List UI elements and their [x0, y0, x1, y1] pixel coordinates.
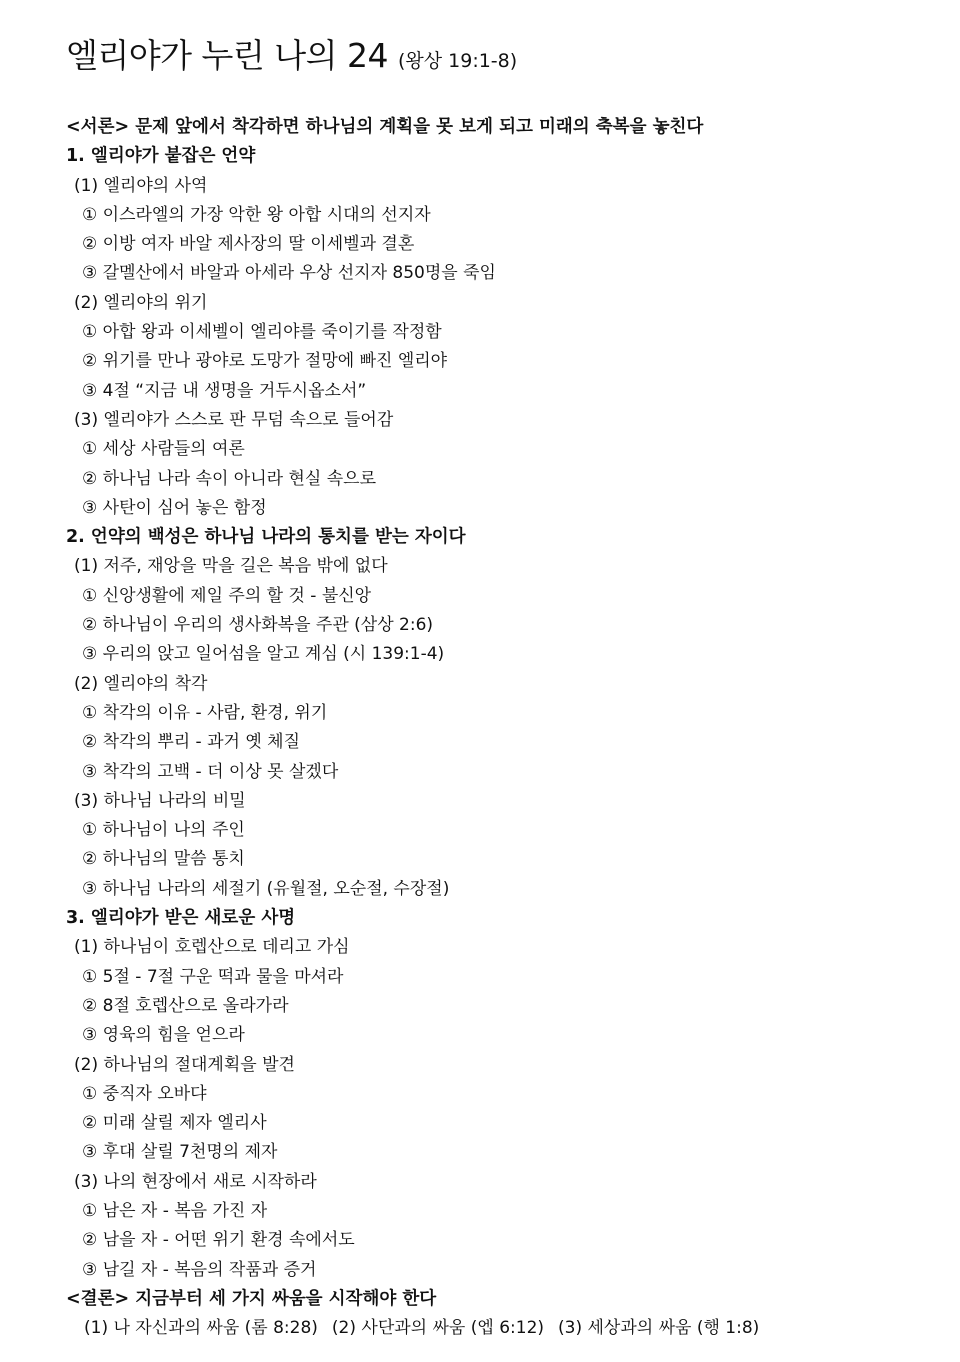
outline-subheading: (3) 엘리야가 스스로 판 무덤 속으로 들어감 — [74, 409, 394, 430]
outline-item: ② 하나님이 우리의 생사화복을 주관 (삼상 2:6) — [82, 615, 434, 636]
outline-item: ① 이스라엘의 가장 악한 왕 아합 시대의 선지자 — [82, 204, 431, 225]
outline-item: ③ 남길 자 - 복음의 작품과 증거 — [82, 1259, 317, 1280]
outline-item: ② 8절 호렙산으로 올라가라 — [82, 995, 289, 1016]
outline-heading: <서론> 문제 앞에서 착각하면 하나님의 계획을 못 보게 되고 미래의 축복을 놓친다 — [66, 117, 704, 137]
outline-subheading: (1) 저주, 재앙을 막을 길은 복음 밖에 없다 — [74, 556, 388, 577]
outline-item: ① 중직자 오바댜 — [82, 1083, 207, 1104]
title-main: 엘리야가 누린 나의 24 — [66, 36, 388, 75]
outline-item: ② 위기를 만나 광야로 도망가 절망에 빠진 엘리야 — [82, 351, 448, 372]
outline-item: ① 5절 - 7절 구운 떡과 물을 마셔라 — [82, 966, 344, 987]
outline-subheading: (3) 하나님 나라의 비밀 — [74, 790, 246, 811]
outline-heading: 2. 언약의 백성은 하나님 나라의 통치를 받는 자이다 — [66, 527, 466, 548]
conclusion-item: (1) 나 자신과의 싸움 (롬 8:28) — [84, 1318, 318, 1339]
outline-item: ② 남을 자 - 어떤 위기 환경 속에서도 — [82, 1230, 355, 1251]
outline-item: ③ 사탄이 심어 놓은 함정 — [82, 497, 267, 518]
outline-item: ① 하나님이 나의 주인 — [82, 820, 245, 841]
conclusion-item: (2) 사단과의 싸움 (엡 6:12) — [331, 1318, 545, 1339]
outline-item: ② 하나님의 말씀 통치 — [82, 849, 245, 870]
outline-subheading: (2) 엘리야의 착각 — [74, 673, 208, 694]
title-scripture-ref: (왕상 19:1-8) — [397, 50, 518, 72]
document-title — [66, 34, 517, 83]
outline-item: ① 신앙생활에 제일 주의 할 것 - 불신앙 — [82, 585, 372, 606]
outline-item: ② 하나님 나라 속이 아니라 현실 속으로 — [82, 468, 376, 489]
outline-item: ② 착각의 뿌리 - 과거 옛 체질 — [82, 732, 301, 753]
outline-item: ① 세상 사람들의 여론 — [82, 439, 245, 460]
outline-item: ① 착각의 이유 - 사람, 환경, 위기 — [82, 702, 328, 723]
outline-item: ③ 후대 살릴 7천명의 제자 — [82, 1142, 278, 1163]
sermon-outline — [0, 113, 960, 1343]
outline-item: ② 미래 살릴 제자 엘리사 — [82, 1113, 267, 1134]
outline-heading: <결론> 지금부터 세 가지 싸움을 시작해야 한다 — [66, 1288, 437, 1309]
outline-item: ③ 영육의 힘을 얻으라 — [82, 1025, 245, 1046]
outline-subheading: (1) 엘리야의 사역 — [74, 175, 208, 196]
outline-subheading: (3) 나의 현장에서 새로 시작하라 — [74, 1171, 317, 1192]
conclusion-items — [0, 1314, 960, 1343]
outline-item: ③ 우리의 앉고 일어섬을 알고 계심 (시 139:1-4) — [82, 644, 445, 665]
outline-heading: 3. 엘리야가 받은 새로운 사명 — [66, 908, 296, 929]
outline-item: ③ 4절 “지금 내 생명을 거두시옵소서” — [82, 380, 367, 401]
conclusion-item: (3) 세상과의 싸움 (행 1:8) — [558, 1318, 760, 1339]
outline-item: ③ 갈멜산에서 바알과 아세라 우상 선지자 850명을 죽임 — [82, 263, 496, 284]
outline-item: ① 남은 자 - 복음 가진 자 — [82, 1200, 268, 1221]
outline-item: ③ 하나님 나라의 세절기 (유월절, 오순절, 수장절) — [82, 878, 450, 899]
outline-item: ③ 착각의 고백 - 더 이상 못 살겠다 — [82, 761, 339, 782]
outline-subheading: (1) 하나님이 호렙산으로 데리고 가심 — [74, 937, 350, 958]
outline-item: ① 아합 왕과 이세벨이 엘리야를 죽이기를 작정함 — [82, 322, 442, 343]
outline-item: ② 이방 여자 바알 제사장의 딸 이세벨과 결혼 — [82, 234, 415, 255]
outline-heading: 1. 엘리야가 붙잡은 언약 — [66, 146, 256, 167]
outline-subheading: (2) 하나님의 절대계획을 발견 — [74, 1054, 295, 1075]
outline-subheading: (2) 엘리야의 위기 — [74, 292, 208, 313]
